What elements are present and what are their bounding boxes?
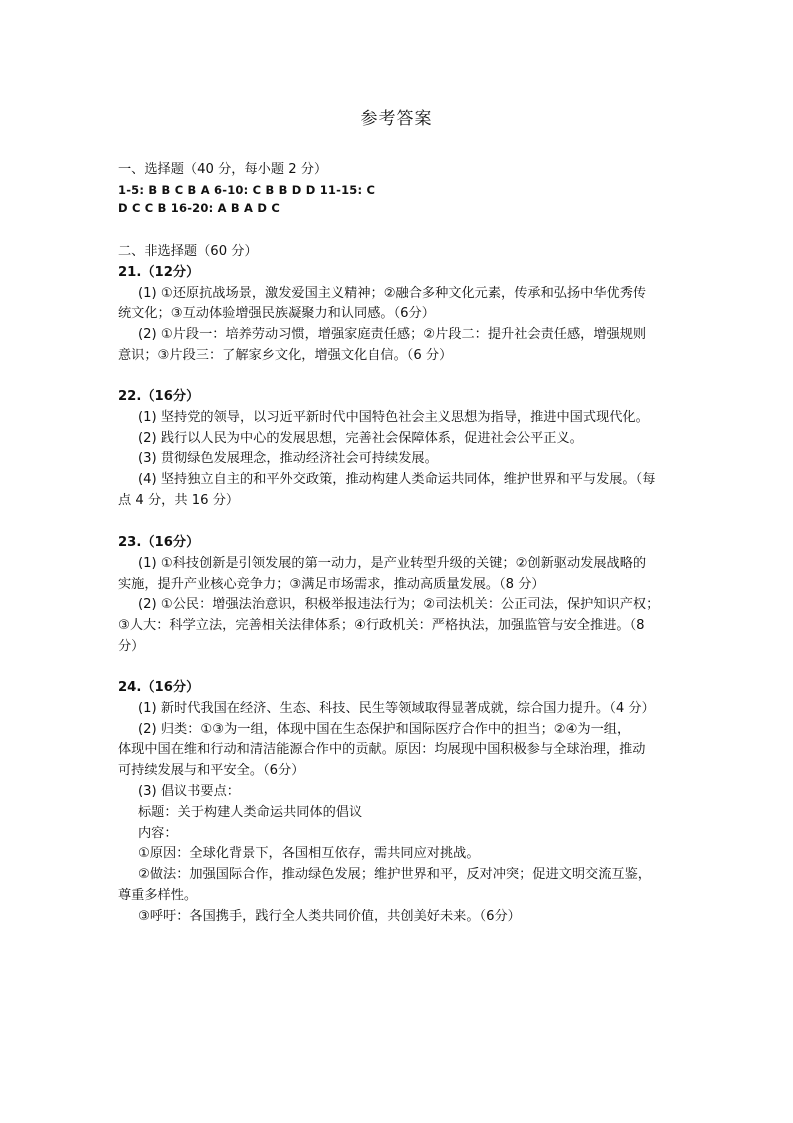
q21-heading: 21.（12分） <box>118 264 200 280</box>
q23-section <box>118 533 680 658</box>
q22-line: (4) 坚持独立自主的和平外交政策，推动构建人类命运共同体，维护世界和平与发展。（每 <box>138 472 656 488</box>
q22-heading: 22.（16分） <box>118 389 200 404</box>
q21-line: (2) ①片段一：培养劳动习惯，增强家庭责任感；②片段二：提升社会责任感，增强规则 <box>138 327 647 343</box>
q21-line: 意识；③片段三：了解家乡文化，增强文化自信。（6 分） <box>118 347 453 363</box>
part2-section <box>118 242 680 367</box>
q21-line: 统文化；③互动体验增强民族凝聚力和认同感。（6分） <box>118 306 435 322</box>
q24-line: (2) 归类：①③为一组，体现中国在生态保护和国际医疗合作中的担当；②④为一组， <box>138 721 631 737</box>
mc-answers-line-1: 1-5: B B C B A 6-10: C B B D D 11-15: C <box>118 182 376 197</box>
mc-answers-line-2: D C C B 16-20: A B A D C <box>118 200 280 215</box>
q24-line: 可持续发展与和平安全。（6分） <box>118 763 305 779</box>
q21-line: (1) ①还原抗战场景，激发爱国主义精神；②融合多种文化元素，传承和弘扬中华优秀传 <box>138 285 647 301</box>
q24-line: 尊重多样性。 <box>118 887 198 903</box>
q22-line: 点 4 分，共 16 分） <box>118 492 240 508</box>
q22-line: (2) 践行以人民为中心的发展思想，完善社会保障体系，促进社会公平正义。 <box>138 430 583 446</box>
q24-line: 体现中国在维和行动和清洁能源合作中的贡献。原因：均展现中国积极参与全球治理，推动 <box>118 742 646 758</box>
q24-line: (3) 倡议书要点： <box>138 783 240 799</box>
q22-line: (3) 贯彻绿色发展理念，推动经济社会可持续发展。 <box>138 451 438 467</box>
q23-line: (1) ①科技创新是引领发展的第一动力，是产业转型升级的关键；②创新驱动发展战略的 <box>138 555 647 571</box>
q24-line: ①原因：全球化背景下，各国相互依存，需共同应对挑战。 <box>138 846 480 862</box>
q24-line: (1) 新时代我国在经济、生态、科技、民生等领域取得显著成就，综合国力提升。（4 分） <box>138 700 655 716</box>
q23-line: ③人大：科学立法，完善相关法律体系；④行政机关：严格执法，加强监管与安全推进。（8 <box>118 618 645 634</box>
q22-line: (1) 坚持党的领导，以习近平新时代中国特色社会主义思想为指导，推进中国式现代化。 <box>138 409 649 425</box>
q23-line: 实施，提升产业核心竞争力；③满足市场需求，推动高质量发展。（8 分） <box>118 576 545 592</box>
page-title: 参考答案 <box>360 109 433 129</box>
q24-heading: 24.（16分） <box>118 680 200 695</box>
q24-line: 标题：关于构建人类命运共同体的倡议 <box>138 804 363 820</box>
part2-heading: 二、非选择题（60 分） <box>118 244 258 259</box>
q23-line: (2) ①公民：增强法治意识，积极举报违法行为；②司法机关：公正司法，保护知识产权； <box>138 597 660 613</box>
q24-line: 内容： <box>138 825 178 841</box>
q24-line: ③呼吁：各国携手，践行全人类共同价值，共创美好未来。（6分） <box>138 908 521 924</box>
q24-section <box>118 678 680 928</box>
q22-section <box>118 387 680 512</box>
q23-heading: 23.（16分） <box>118 535 200 550</box>
part1-section <box>118 160 680 217</box>
q23-line: 分） <box>118 638 145 654</box>
q24-line: ②做法：加强国际合作，推动绿色发展；维护世界和平，反对冲突；促进文明交流互鉴， <box>138 867 651 883</box>
part1-heading: 一、选择题（40 分，每小题 2 分） <box>118 162 328 177</box>
